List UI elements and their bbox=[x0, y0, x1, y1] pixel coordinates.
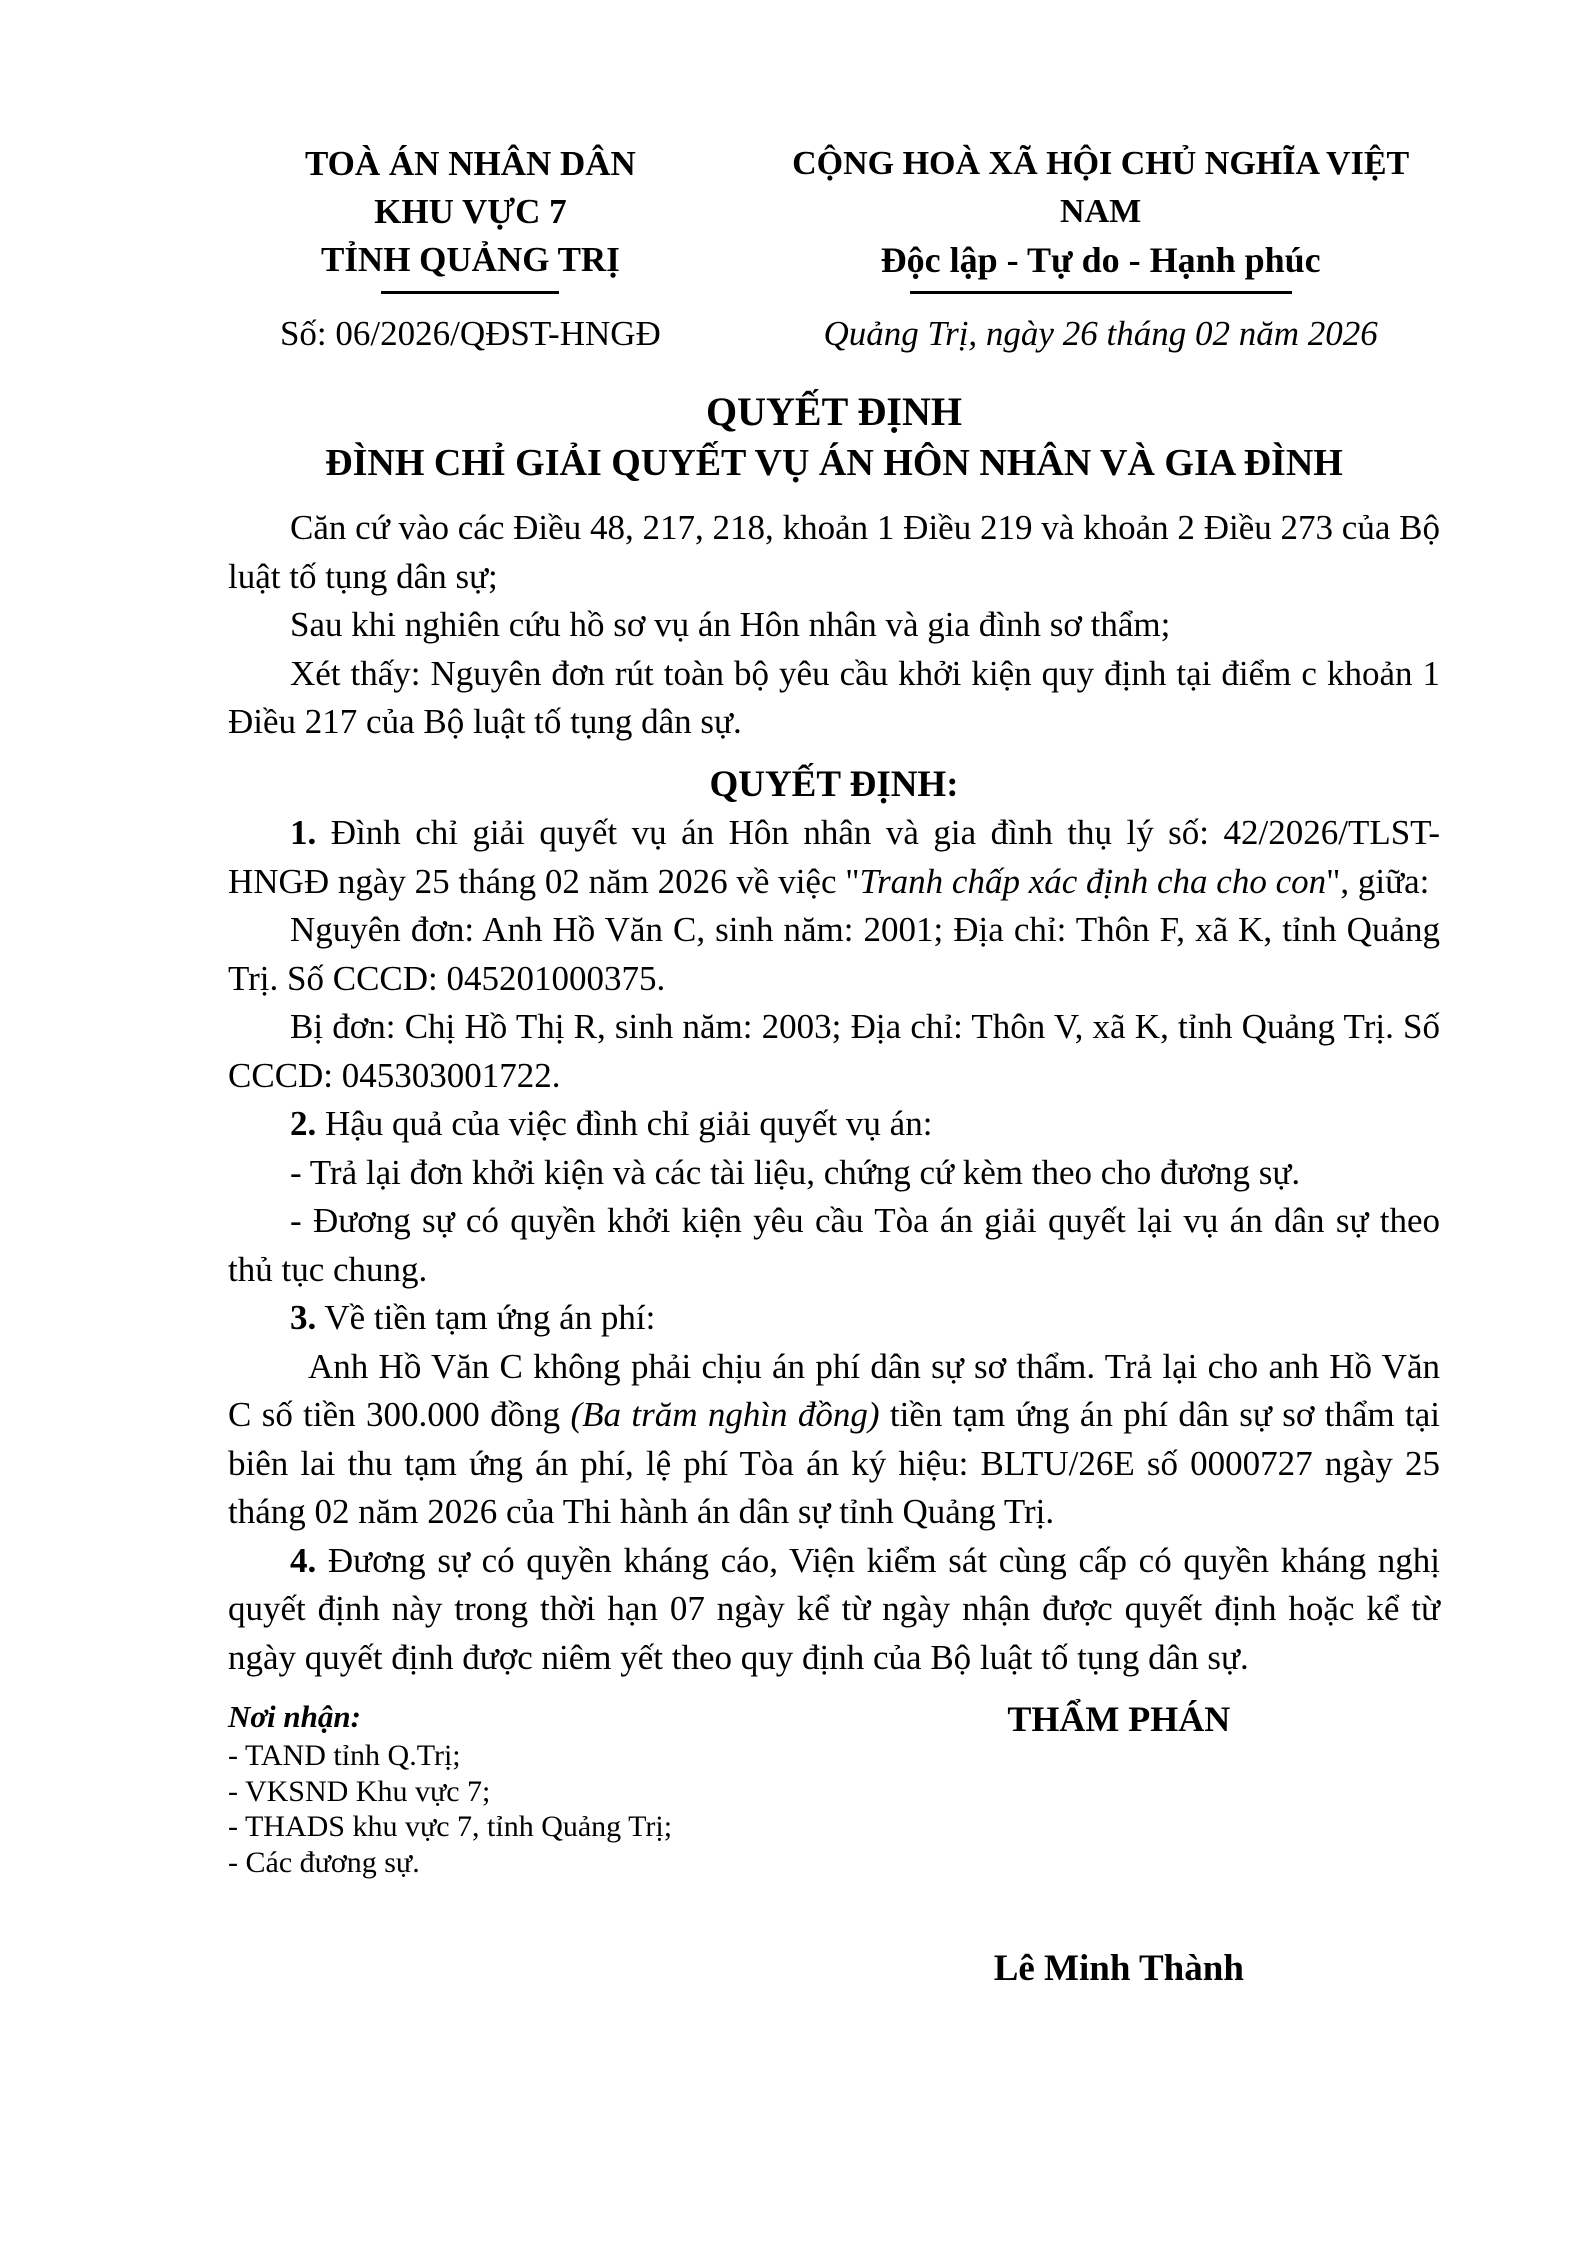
recipient-item: - Các đương sự. bbox=[228, 1845, 420, 1879]
authority-line-1: TOÀ ÁN NHÂN DÂN bbox=[304, 144, 636, 183]
paragraph: 2. Hậu quả của việc đình chỉ giải quyết vụ án: bbox=[290, 1104, 933, 1143]
place-and-date: Quảng Trị, ngày 26 tháng 02 năm 2026 bbox=[823, 314, 1378, 353]
paragraph: 4. Đương sự có quyền kháng cáo, Viện kiểm sát cùng cấp có quyền kháng nghị quyết định này trong thời hạn 07 ngày kể từ ngày nhận được quyết định hoặc kể từ ngày quyết định được niêm yết theo quy định của Bộ luật tố tụng dân sự. bbox=[228, 1540, 1440, 1677]
paragraph: Căn cứ vào các Điều 48, 217, 218, khoản 1 Điều 219 và khoản 2 Điều 273 của Bộ luật tố tụng dân sự; bbox=[228, 508, 1440, 596]
document-body bbox=[228, 504, 1440, 1682]
document-header bbox=[228, 140, 1440, 294]
judge-title: THẨM PHÁN bbox=[1007, 1699, 1231, 1739]
paragraph: Sau khi nghiên cứu hồ sơ vụ án Hôn nhân và gia đình sơ thẩm; bbox=[290, 605, 1171, 644]
national-heading-block bbox=[761, 140, 1440, 294]
motto-underline bbox=[910, 291, 1292, 294]
title-line-1: QUYẾT ĐỊNH bbox=[706, 389, 962, 434]
authority-line-3: TỈNH QUẢNG TRỊ bbox=[320, 240, 620, 279]
reference-row bbox=[228, 310, 1440, 358]
document-title bbox=[228, 386, 1440, 488]
recipients-label: Nơi nhận: bbox=[228, 1699, 361, 1734]
paragraph: - Đương sự có quyền khởi kiện yêu cầu Tòa án giải quyết lại vụ án dân sự theo thủ tục chung. bbox=[228, 1201, 1440, 1289]
national-motto: Độc lập - Tự do - Hạnh phúc bbox=[880, 240, 1321, 280]
recipient-item: - THADS khu vực 7, tỉnh Quảng Trị; bbox=[228, 1810, 673, 1843]
title-line-2: ĐÌNH CHỈ GIẢI QUYẾT VỤ ÁN HÔN NHÂN VÀ GIA ĐÌNH bbox=[325, 442, 1343, 484]
paragraph: Xét thấy: Nguyên đơn rút toàn bộ yêu cầu khởi kiện quy định tại điểm c khoản 1 Điều 217 của Bộ luật tố tụng dân sự. bbox=[228, 653, 1440, 741]
national-title: CỘNG HOÀ XÃ HỘI CHỦ NGHĨA VIỆT NAM bbox=[792, 145, 1410, 230]
recipient-item: - VKSND Khu vực 7; bbox=[228, 1774, 491, 1808]
paragraph: 3. Về tiền tạm ứng án phí: bbox=[290, 1298, 656, 1337]
document-footer bbox=[228, 1696, 1440, 1990]
section-heading: QUYẾT ĐỊNH: bbox=[709, 763, 959, 805]
paragraph: Anh Hồ Văn C không phải chịu án phí dân sự sơ thẩm. Trả lại cho anh Hồ Văn C số tiền 300.000 đồng (Ba trăm nghìn đồng) tiền tạm ứng án phí dân sự sơ thẩm tại biên lai thu tạm ứng án phí, lệ phí Tòa án ký hiệu: BLTU/26E số 0000727 ngày 25 tháng 02 năm 2026 của Thi hành án dân sự tỉnh Quảng Trị. bbox=[228, 1346, 1440, 1531]
authority-underline bbox=[381, 291, 559, 294]
recipients-block bbox=[228, 1696, 798, 1990]
paragraph: - Trả lại đơn khởi kiện và các tài liệu, chứng cứ kèm theo cho đương sự. bbox=[290, 1152, 1301, 1192]
paragraph: Bị đơn: Chị Hồ Thị R, sinh năm: 2003; Địa chỉ: Thôn V, xã K, tỉnh Quảng Trị. Số CCCD: 045303001722. bbox=[228, 1007, 1440, 1095]
signature-block bbox=[798, 1696, 1440, 1990]
authority-line-2: KHU VỰC 7 bbox=[374, 192, 567, 231]
paragraph: 1. Đình chỉ giải quyết vụ án Hôn nhân và gia đình thụ lý số: 42/2026/TLST-HNGĐ ngày 25 tháng 02 năm 2026 về việc "Tranh chấp xác định cha cho con", giữa: bbox=[228, 813, 1440, 901]
issuing-authority-block bbox=[228, 140, 713, 294]
recipient-item: - TAND tỉnh Q.Trị; bbox=[228, 1739, 461, 1772]
document-number: Số: 06/2026/QĐST-HNGĐ bbox=[279, 314, 661, 353]
recipients-list bbox=[228, 1738, 798, 1880]
paragraph: Nguyên đơn: Anh Hồ Văn C, sinh năm: 2001; Địa chỉ: Thôn F, xã K, tỉnh Quảng Trị. Số CCCD: 045201000375. bbox=[228, 910, 1440, 998]
judge-name: Lê Minh Thành bbox=[993, 1948, 1244, 1989]
